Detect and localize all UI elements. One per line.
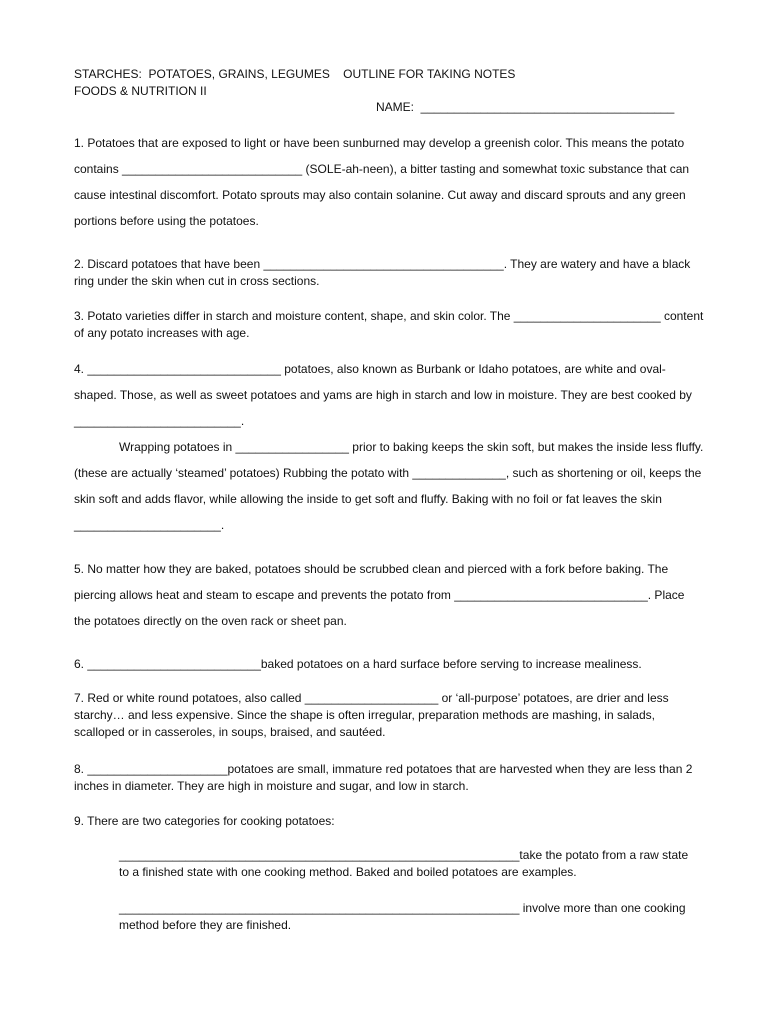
question-2: 2. Discard potatoes that have been ____________________________________. They are watery and have a black ring under the skin when cut in cross sections. [74, 257, 691, 288]
question-9: 9. There are two categories for cooking potatoes: [74, 814, 335, 828]
question-5: 5. No matter how they are baked, potatoes should be scrubbed clean and pierced with a fork before baking. The piercing allows heat and steam to escape and prevents the potato from _____________________________. Place the potatoes directly on the oven rack or sheet pan. [74, 562, 685, 628]
question-9-category-2: ____________________________________________________________ involve more than one cooking method before they are finished. [119, 901, 686, 932]
question-4: 4. _____________________________ potatoes, also known as Burbank or Idaho potatoes, are white and oval-shaped. Those, as well as sweet potatoes and yams are high in starch and low in moisture. They are best cooked by _________________________. [74, 362, 692, 428]
header-title: STARCHES: POTATOES, GRAINS, LEGUMES OUTLINE FOR TAKING NOTES [74, 67, 516, 81]
header-course: FOODS & NUTRITION II [74, 84, 207, 98]
question-6: 6. __________________________baked potatoes on a hard surface before serving to increase mealiness. [74, 657, 642, 671]
question-8: 8. _____________________potatoes are small, immature red potatoes that are harvested when they are less than 2 inches in diameter. They are high in moisture and sugar, and low in starch. [74, 762, 693, 793]
name-field[interactable]: NAME: ______________________________________ [376, 100, 675, 114]
question-1: 1. Potatoes that are exposed to light or have been sunburned may develop a greenish color. This means the potato contains ___________________________ (SOLE-ah-neen), a bitter tasting and somewhat toxic substance that can cause intestinal discomfort. Potato sprouts may also contain solanine. Cut away and discard sprouts and any green portions before using the potatoes. [74, 136, 690, 228]
question-3: 3. Potato varieties differ in starch and moisture content, shape, and skin color. The ______________________ content of any potato increases with age. [74, 309, 704, 340]
question-4-wrapping: Wrapping potatoes in _________________ prior to baking keeps the skin soft, but makes the inside less fluffy. (these are actually ‘steamed’ potatoes) Rubbing the potato with ______________, such as shortening or oil, keeps the skin soft and adds flavor, while allowing the inside to get soft and fluffy. Baking with no foil or fat leaves the skin ______________________. [74, 440, 704, 532]
question-7: 7. Red or white round potatoes, also called ____________________ or ‘all-purpose’ potatoes, are drier and less starchy… and less expensive. Since the shape is often irregular, preparation methods are mashing, in salads, scalloped or in casseroles, in soups, braised, and sautéed. [74, 691, 669, 739]
question-9-category-1: ____________________________________________________________take the potato from a raw state to a finished state with one cooking method. Baked and boiled potatoes are examples. [119, 848, 689, 879]
